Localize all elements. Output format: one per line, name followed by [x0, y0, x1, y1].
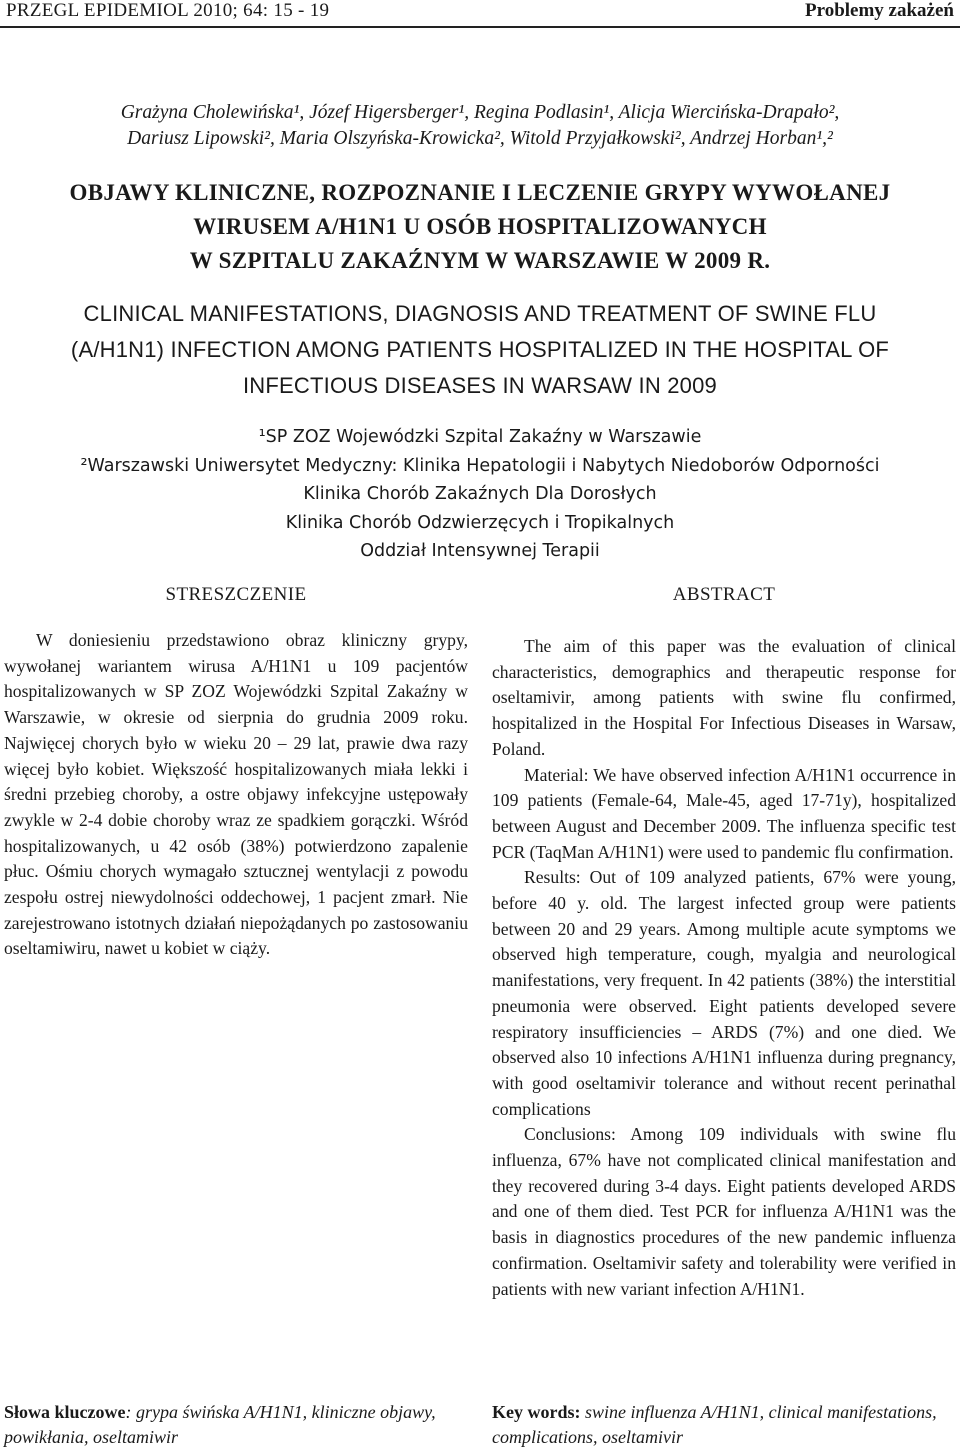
streszczenie-paragraph: W doniesieniu przedstawiono obraz kliniczny grypy, wywołanej wariantem wirusa A/H1N1 u 109 pacjentów hospitalizowanych w SP ZOZ Wojewódzki Szpital Zakaźny w Warszawie, w okresie od sierpnia do grudnia 2009 roku. Najwięcej chorych było w wieku 20 – 29 lat, prawie dwa razy więcej było kobiet. Większość hospitalizowanych miała lekki i średni przebieg choroby, a ostre objawy infekcyjne ustępowały zwykle w 2-4 dobie choroby wraz ze spadkiem gorączki. Wśród hospitalizowanych, u 42 osób (38%) potwierdzono zapalenie płuc. Ośmiu chorych wymagało sztucznej wentylacji z powodu zespołu ostrej niewydolności oddechowej, 1 pacjent zmarł. Nie zarejestrowano istotnych działań niepożądanych po zastosowaniu oseltamiwiru, nawet u kobiet w ciąży. [4, 630, 468, 959]
title-line: CLINICAL MANIFESTATIONS, DIAGNOSIS AND TREATMENT OF SWINE FLU [83, 301, 877, 326]
affiliation-line: Klinika Chorób Odzwierzęcych i Tropikalnych [285, 512, 675, 533]
affiliation-line: ¹SP ZOZ Wojewódzki Szpital Zakaźny w Warszawie [258, 427, 702, 447]
title-line: OBJAWY KLINICZNE, ROZPOZNANIE I LECZENIE GRYPY WYWOŁANEJ [69, 180, 891, 205]
abstract-paragraph: The aim of this paper was the evaluation of clinical characteristics, demographics and therapeutic response for oseltamivir, among patients with swine flu confirmed, hospitalized in the Hospital For Infectious Diseases in Warsaw, Poland. [492, 636, 956, 759]
keywords-label: Słowa kluczowe [4, 1402, 126, 1422]
affiliations [0, 423, 960, 566]
streszczenie-heading: STRESZCZENIE [165, 584, 307, 605]
title-line: INFECTIOUS DISEASES IN WARSAW IN 2009 [243, 373, 717, 398]
title-line: (A/H1N1) INFECTION AMONG PATIENTS HOSPITALIZED IN THE HOSPITAL OF [70, 337, 890, 362]
title-polish [0, 176, 960, 278]
header-rule [0, 26, 960, 28]
author-line: Dariusz Lipowski², Maria Olszyńska-Krowicka², Witold Przyjałkowski², Andrzej Horban¹,² [127, 128, 833, 149]
abstract-paragraph: Conclusions: Among 109 individuals with swine flu influenza, 67% have not complicated clinical manifestation and they recovered during 3-4 days. Eight patients developed ARDS and one of them died. Test PCR for influenza A/H1N1 was the basis in diagnostics procedures of the new pandemic influenza confirmation. Oseltamivir safety and tolerability were verified in patients with new variant infection A/H1N1. [492, 1124, 956, 1299]
section-name: Problemy zakażeń [805, 0, 954, 21]
streszczenie-body [4, 628, 468, 962]
title-line: W SZPITALU ZAKAŹNYM W WARSZAWIE W 2009 R. [189, 248, 771, 273]
abstract-heading: ABSTRACT [672, 584, 776, 605]
abstract-body [492, 634, 956, 1302]
abstract-paragraph: Results: Out of 109 analyzed patients, 67% were young, before 40 y. old. The largest infected group were patients between 20 and 29 years. Among multiple acute symptoms we observed high temperature, cough, myalgia and neurological manifestations, very frequent. In 42 patients (38%) the interstitial pneumonia were observed. Eight patients developed severe respiratory insufficiencies – ARDS (7%) and one died. We observed also 10 infections A/H1N1 influenza during pregnancy, with good oseltamivir tolerance and without recent perinathal complications [492, 867, 956, 1119]
author-line: Grażyna Cholewińska¹, Józef Higersberger¹, Regina Podlasin¹, Alicja Wiercińska-Drapało², [120, 102, 840, 123]
affiliation-line: Klinika Chorób Zakaźnych Dla Dorosłych [303, 484, 657, 504]
keywords-label: Key words: [492, 1402, 581, 1422]
keywords-polish [4, 1400, 468, 1450]
journal-citation: PRZEGL EPIDEMIOL 2010; 64: 15 - 19 [6, 0, 330, 21]
running-header [0, 0, 960, 22]
abstract-paragraph: Material: We have observed infection A/H1N1 occurrence in 109 patients (Female-64, Male-45, aged 17-71y), hospitalized between August and December 2009. The influenza specific test PCR (TaqMan A/H1N1) were used to pandemic flu confirmation. [492, 764, 956, 862]
keywords-english [492, 1400, 956, 1450]
title-line: WIRUSEM A/H1N1 U OSÓB HOSPITALIZOWANYCH [193, 214, 767, 239]
keywords-text: swine influenza A/H1N1, clinical manifestations, complications, oseltamivir [492, 1402, 937, 1447]
affiliation-line: ²Warszawski Uniwersytet Medyczny: Klinika Hepatologii i Nabytych Niedoborów Odporności [80, 455, 880, 476]
keywords-text: : grypa świńska A/H1N1, kliniczne objawy, powikłania, oseltamiwir [4, 1402, 436, 1447]
title-english [0, 296, 960, 404]
author-list [0, 100, 960, 152]
affiliation-line: Oddział Intensywnej Terapii [360, 541, 600, 561]
